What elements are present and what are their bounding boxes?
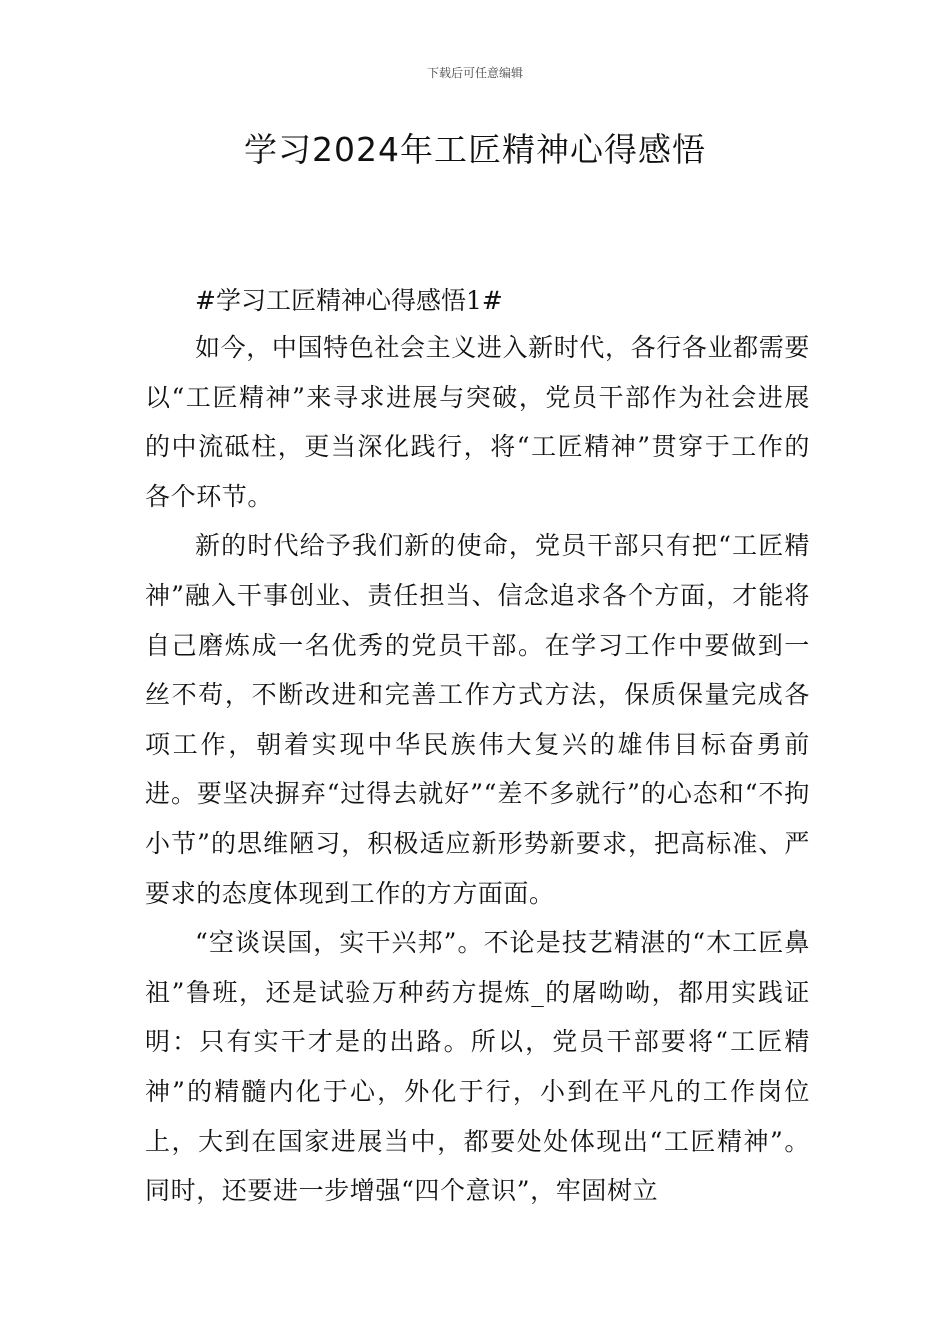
paragraph-2: 新的时代给予我们新的使命，党员干部只有把“工匠精神”融入干事创业、责任担当、信念追求各个方面，才能将自己磨炼成一名优秀的党员干部。在学习工作中要做到一丝不苟，不断改进和完善工作方式方法，保质保量完成各项工作，朝着实现中华民族伟大复兴的雄伟目标奋勇前进。要坚决摒弃“过得去就好”“差不多就行”的心态和“不拘小节”的思维陋习，积极适应新形势新要求，把高标准、严要求的态度体现到工作的方方面面。 <box>145 531 810 908</box>
paragraph-3: “空谈误国，实干兴邦”。不论是技艺精湛的“木工匠鼻祖”鲁班，还是试验万种药方提炼_的屠呦呦，都用实践证明：只有实干才是的出路。所以，党员干部要将“工匠精神”的精髓内化于心，外化于行，小到在平凡的工作岗位上，大到在国家进展当中，都要处处体现出“工匠精神”。同时，还要进一步增强“四个意识”，牢固树立 <box>145 928 810 1206</box>
header-note: 下载后可任意编辑 <box>426 66 523 80</box>
document-body <box>145 277 810 1216</box>
paragraph-1: 如今，中国特色社会主义进入新时代，各行各业都需要以“工匠精神”来寻求进展与突破，党员干部作为社会进展的中流砥柱，更当深化践行，将“工匠精神”贯穿于工作的各个环节。 <box>145 333 810 511</box>
document-title: 学习2024年工匠精神心得感悟 <box>244 130 706 169</box>
section-heading: #学习工匠精神心得感悟1# <box>195 286 503 315</box>
